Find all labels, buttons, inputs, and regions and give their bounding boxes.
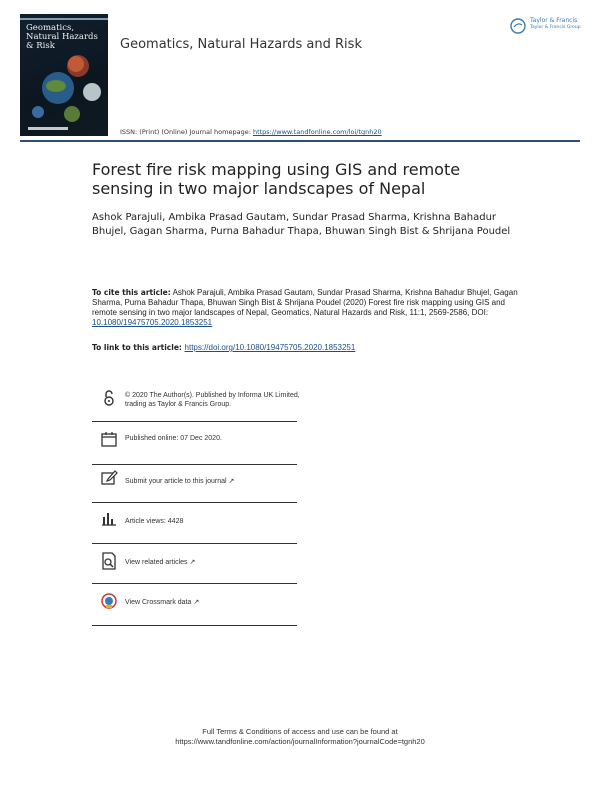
footer-line-1: Full Terms & Conditions of access and use can be found at: [202, 727, 398, 736]
article-link-line: [92, 343, 355, 352]
license-text: © 2020 The Author(s). Published by Informa UK Limited, trading as Taylor & Francis Group.: [125, 392, 300, 408]
citation-block: [92, 288, 522, 328]
cover-publisher-mark: [28, 127, 68, 130]
edit-icon: [100, 468, 118, 486]
submit-row-label: [125, 477, 300, 486]
submit-article-link[interactable]: Submit your article to this journal: [125, 478, 227, 485]
external-link-icon: ↗: [193, 599, 200, 606]
cover-artwork: [20, 14, 108, 136]
publisher-logo-line-2: Taylor & Francis Group: [530, 25, 581, 30]
footer-journal-info-link[interactable]: https://www.tandfonline.com/action/journalInformation?journalCode=tgnh20: [175, 737, 425, 746]
cover-title-line-3: & Risk: [26, 41, 55, 51]
views-text: Article views: 4428: [125, 518, 184, 525]
view-related-link[interactable]: View related articles: [125, 559, 188, 566]
external-link-icon: ↗: [189, 559, 196, 566]
license-row: [92, 383, 300, 422]
crossmark-icon: [100, 592, 118, 610]
article-title: Forest fire risk mapping using GIS and remote sensing in two major landscapes of Nepal: [92, 160, 461, 198]
article-link-label: To link to this article:: [92, 343, 185, 352]
published-row: [92, 426, 297, 465]
publisher-logo-line-1: Taylor & Francis: [530, 17, 578, 24]
related-row[interactable]: [92, 544, 297, 584]
crossmark-row-label: [125, 598, 300, 607]
published-text: Published online: 07 Dec 2020.: [125, 435, 222, 442]
crossmark-row[interactable]: [92, 584, 297, 626]
citation-label: To cite this article:: [92, 288, 171, 297]
citation-doi-link[interactable]: 10.1080/19475705.2020.1853251: [92, 318, 213, 327]
related-row-label: [125, 558, 300, 567]
cover-title-line-2: Natural Hazards: [26, 32, 98, 42]
bar-chart-icon: [100, 509, 118, 527]
external-link-icon: ↗: [228, 478, 235, 485]
views-row: [92, 503, 297, 544]
citation-text: Ashok Parajuli, Ambika Prasad Gautam, Sundar Prasad Sharma, Krishna Bahadur Bhujel, Gagan Sharma, Purna Bahadur Thapa, Bhuwan Singh Bist & Shrijana Poudel (2020) Forest fire risk mapping using GIS and remote sensing in two major landscapes of Nepal, Geomatics, Natural Hazards and Risk, 11:1, 2569-2586, DOI:: [92, 288, 518, 317]
submit-row[interactable]: [92, 465, 297, 503]
terms-footer: [0, 727, 600, 747]
journal-homepage-link[interactable]: https://www.tandfonline.com/loi/tgnh20: [252, 128, 382, 136]
related-search-icon: [100, 552, 118, 570]
open-access-icon: [100, 389, 118, 407]
issn-label: ISSN: (Print) (Online) Journal homepage:: [120, 128, 253, 136]
view-crossmark-link[interactable]: View Crossmark data: [125, 599, 192, 606]
calendar-icon: [100, 430, 118, 448]
article-doi-link[interactable]: https://doi.org/10.1080/19475705.2020.1853251: [184, 343, 356, 352]
publisher-logo-text: [530, 17, 581, 31]
article-authors: Ashok Parajuli, Ambika Prasad Gautam, Sundar Prasad Sharma, Krishna Bahadur Bhujel, Gagan Sharma, Purna Bahadur Thapa, Bhuwan Singh Bist & Shrijana Poudel: [92, 212, 511, 237]
header-divider: [20, 140, 580, 142]
journal-cover: [20, 14, 108, 136]
journal-name: Geomatics, Natural Hazards and Risk: [120, 37, 362, 52]
issn-line: [120, 128, 382, 136]
cover-title-line-1: Geomatics,: [26, 23, 75, 33]
